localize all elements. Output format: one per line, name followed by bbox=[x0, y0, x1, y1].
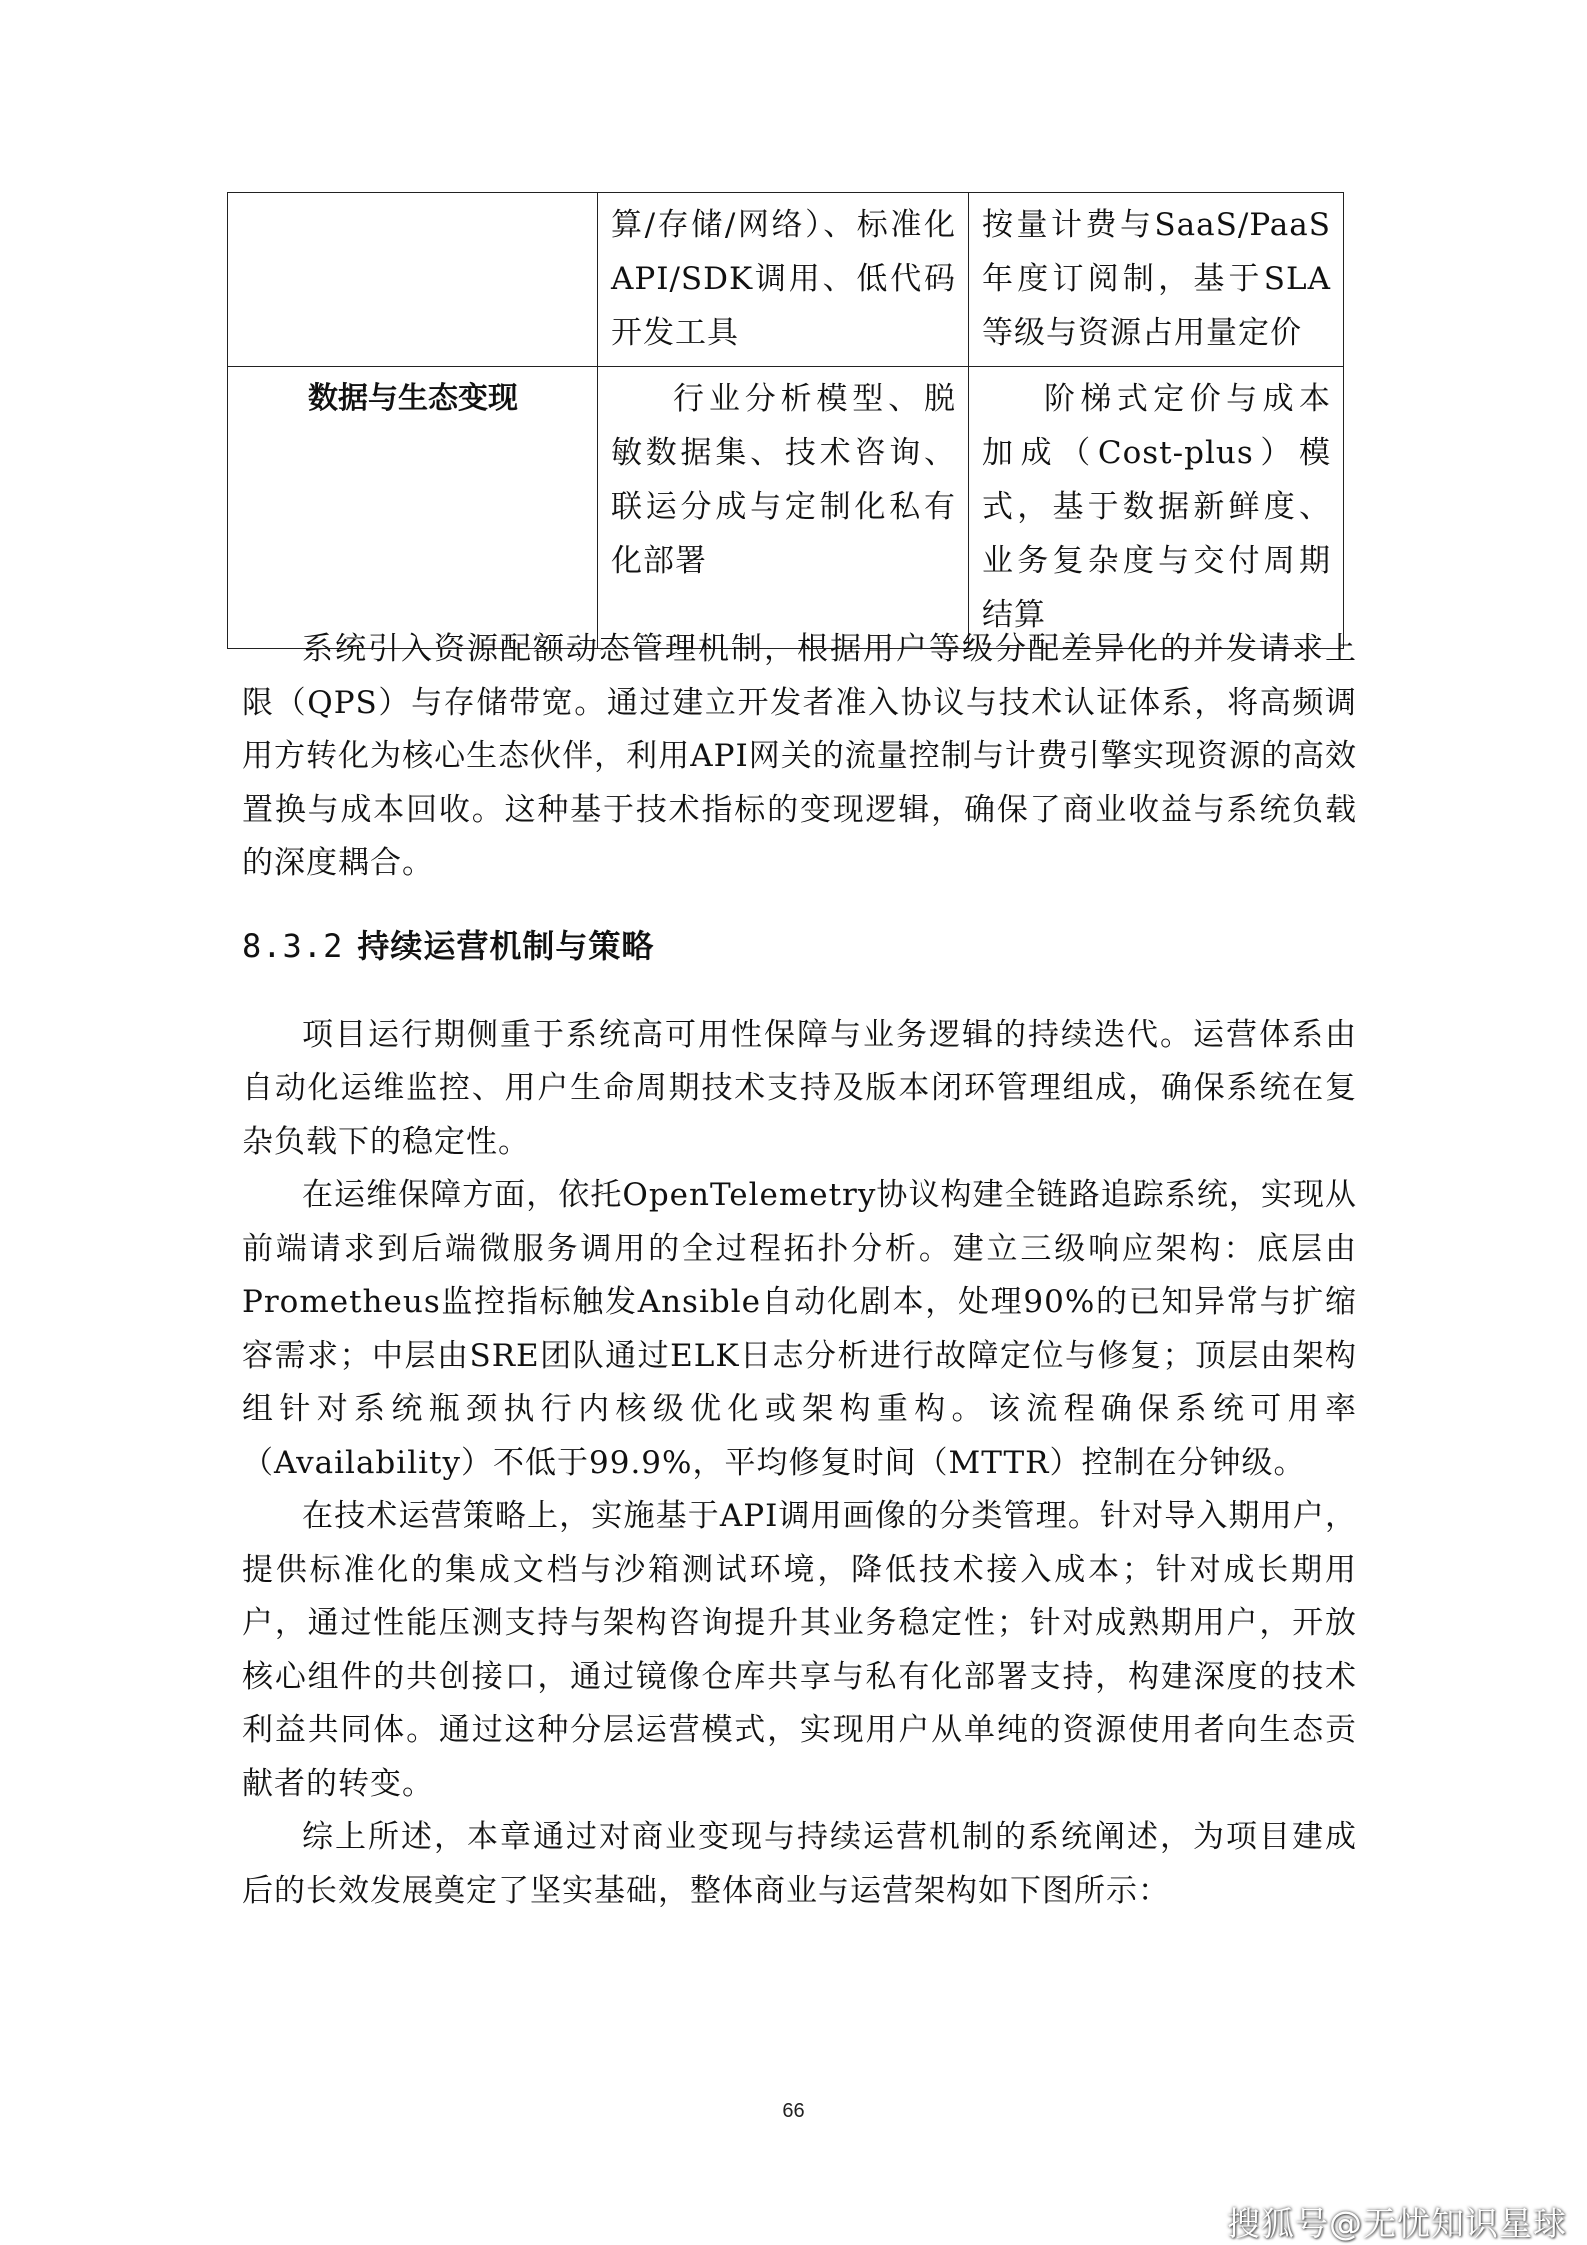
body-paragraph: 在技术运营策略上，实施基于API调用画像的分类管理。针对导入期用户，提供标准化的集成文档与沙箱测试环境，降低技术接入成本；针对成长期用户，通过性能压测支持与架构咨询提升其业务稳定性；针对成熟期用户，开放核心组件的共创接口，通过镜像仓库共享与私有化部署支持，构建深度的技术利益共同体。通过这种分层运营模式，实现用户从单纯的资源使用者向生态贡献者的转变。 bbox=[242, 1498, 1357, 1802]
table-cell-content: 算/存储/网络）、标准化API/SDK调用、低代码开发工具 bbox=[598, 193, 969, 367]
table-row bbox=[228, 367, 1344, 649]
body-paragraph: 综上所述，本章通过对商业变现与持续运营机制的系统阐述，为项目建成后的长效发展奠定了坚实基础，整体商业与运营架构如下图所示： bbox=[242, 1819, 1357, 1909]
revenue-model-table bbox=[227, 192, 1344, 649]
body-paragraph: 在运维保障方面，依托OpenTelemetry协议构建全链路追踪系统，实现从前端请求到后端微服务调用的全过程拓扑分析。建立三级响应架构：底层由Prometheus监控指标触发Ansible自动化剧本，处理90%的已知异常与扩缩容需求；中层由SRE团队通过ELK日志分析进行故障定位与修复；顶层由架构组针对系统瓶颈执行内核级优化或架构重构。该流程确保系统可用率（Availability）不低于99.9%，平均修复时间（MTTR）控制在分钟级。 bbox=[242, 1177, 1357, 1481]
table-cell-category bbox=[228, 193, 598, 367]
document-body bbox=[242, 623, 1357, 1918]
body-paragraph: 系统引入资源配额动态管理机制，根据用户等级分配差异化的并发请求上限（QPS）与存储带宽。通过建立开发者准入协议与技术认证体系，将高频调用方转化为核心生态伙伴，利用API网关的流量控制与计费引擎实现资源的高效置换与成本回收。这种基于技术指标的变现逻辑，确保了商业收益与系统负载的深度耦合。 bbox=[242, 631, 1357, 881]
table-row bbox=[228, 193, 1344, 367]
section-heading bbox=[242, 891, 1357, 1009]
table-cell-pricing: 阶梯式定价与成本加成（Cost-plus）模式，基于数据新鲜度、业务复杂度与交付周期结算 bbox=[969, 367, 1344, 649]
page-number: 66 bbox=[782, 2100, 805, 2122]
section-title: 持续运营机制与策略 bbox=[357, 926, 655, 965]
body-paragraph: 项目运行期侧重于系统高可用性保障与业务逻辑的持续迭代。运营体系由自动化运维监控、用户生命周期技术支持及版本闭环管理组成，确保系统在复杂负载下的稳定性。 bbox=[242, 1016, 1357, 1160]
watermark: 搜狐号@无忧知识星球 bbox=[1227, 2204, 1567, 2243]
table-cell-pricing: 按量计费与SaaS/PaaS年度订阅制，基于SLA等级与资源占用量定价 bbox=[969, 193, 1344, 367]
table-cell-category: 数据与生态变现 bbox=[228, 367, 598, 649]
section-number: 8.3.2 bbox=[242, 926, 344, 965]
table-cell-content: 行业分析模型、脱敏数据集、技术咨询、联运分成与定制化私有化部署 bbox=[598, 367, 969, 649]
